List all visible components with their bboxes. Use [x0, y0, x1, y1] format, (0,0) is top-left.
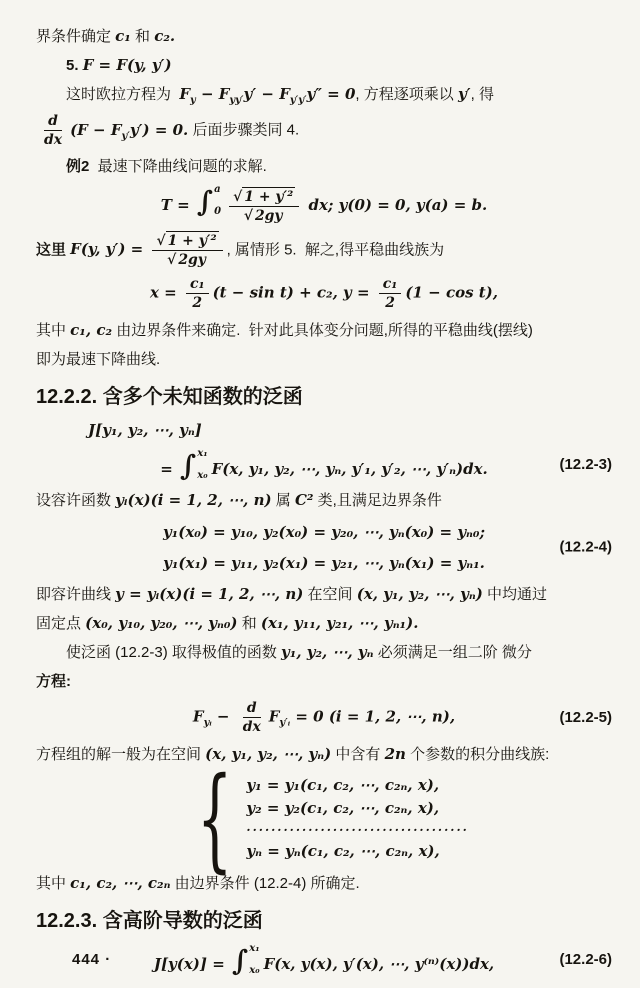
radical: √ 1 + y′² [233, 188, 294, 205]
formula-boundary-x1: y₁(x₁) = y₁₁, y₂(x₁) = y₂₁, ⋯, yₙ(x₁) = yₙ₁. [163, 553, 485, 572]
system-row-y2: y₂ = y₂(c₁, c₂, ⋯, c₂ₙ, x), [246, 799, 440, 818]
text-fragment: 由边界条件 (12.2-4) 所确定. [170, 874, 360, 892]
formula-fragment: yᵢ(x)(i = 1, 2, ⋯, n) [115, 490, 272, 509]
text-fragment: 和 [237, 614, 261, 632]
equation-cycloid [36, 276, 612, 311]
paragraph-admissible-functions [36, 490, 612, 511]
paragraph-boundary-conditions [36, 26, 612, 47]
formula-fragment: y₁, y₂, ⋯, yₙ [281, 642, 374, 661]
equation-12-2-6 [36, 944, 612, 976]
fraction: $\frac{d}{dx}$ [44, 113, 63, 149]
text-fragment: 类,且满足边界条件 [313, 491, 442, 509]
text-fragment: 由边界条件来确定. 针对此具体变分问题,所得的平稳曲线(摆线) [112, 321, 533, 339]
formula-cycloid: x = $\frac{\text{c₁}}{2}$ (t − sin t) + c₂, y = $\frac{\text{c₁}}{2}$ (1 − cos t), [150, 275, 498, 311]
section-heading-12-2-2: 12.2.2. 含多个未知函数的泛函 [36, 385, 303, 408]
formula-fragment: (x₁, y₁₁, y₂₁, ⋯, yₙ₁). [260, 613, 419, 632]
formula-fragment: c₂. [154, 27, 176, 45]
text-fragment: 即容许曲线 [36, 585, 116, 603]
text-fragment: , 方程逐项乘以 [355, 86, 458, 103]
radical: √ 2gy [167, 251, 206, 268]
text-fragment: 方程: [36, 672, 71, 690]
text-fragment: 5. [66, 57, 83, 74]
fraction: $\frac{\text{c₁}}{2}$ [186, 276, 209, 311]
formula-fragment: F(y, y′) = $\frac{\text{√ 1 + y′²}}{√ 2gy}$ [70, 240, 226, 258]
paragraph-extremum-condition [36, 642, 612, 663]
example2-title [36, 156, 612, 177]
text-fragment: 这里 [36, 241, 71, 259]
text-fragment: 最速下降曲线问题的求解. [89, 158, 267, 176]
formula-boundary-x0: y₁(x₀) = y₁₀, y₂(x₀) = y₂₀, ⋯, yₙ(x₀) = yₙ₀; [162, 522, 486, 541]
paragraph-extremum-condition-continued [36, 671, 612, 692]
integral-sign: ∫ x₁ x₀ [180, 447, 208, 482]
text-fragment: 界条件确定 [36, 28, 116, 45]
paragraph-euler-equation-continued [36, 113, 612, 148]
text-fragment: 其中 [36, 874, 71, 892]
equation-tag-12-2-6: (12.2-6) [559, 951, 612, 969]
text-fragment: 使泛函 (12.2-3) 取得极值的函数 [66, 643, 282, 661]
equation-12-2-3-line2 [36, 449, 612, 481]
text-fragment: 个参数的积分曲线族: [405, 745, 550, 763]
text-fragment: 后面步骤类同 4. [188, 121, 300, 139]
paragraph-constants-2n [36, 873, 612, 894]
system-row-ellipsis: ···································· [246, 823, 469, 838]
paragraph-here-F [36, 233, 612, 268]
radical: √ 2gy [243, 207, 283, 224]
text-fragment: 固定点 [36, 614, 86, 632]
equation-12-2-4-line1 [36, 519, 612, 545]
formula-fragment: c₁, c₂ [70, 320, 113, 339]
fraction [152, 233, 222, 268]
equation-tag-12-2-5: (12.2-5) [559, 708, 612, 726]
text-fragment: 中均通过 [482, 585, 547, 603]
text-fragment: 其中 [36, 321, 71, 339]
case5-heading [36, 55, 612, 76]
formula-fragment: (x, y₁, y₂, ⋯, yₙ) [205, 744, 332, 763]
fraction: $\frac{\text{c₁}}{2}$ [379, 276, 402, 311]
paragraph-admissible-curves [36, 584, 612, 605]
system-row-y1: y₁ = y₁(c₁, c₂, ⋯, c₂ₙ, x), [246, 776, 440, 795]
equation-12-2-5 [36, 700, 612, 735]
radical: √ 1 + y′² [156, 232, 217, 249]
equation-12-2-4-line2 [36, 550, 612, 576]
system-rows [246, 774, 468, 863]
paragraph-general-solution [36, 744, 612, 765]
formula-fragment: 2n [384, 744, 406, 763]
equation-tag-12-2-4: (12.2-4) [559, 538, 612, 556]
system-brace: { [196, 753, 233, 884]
formula-fragment: $\frac{d}{dx}$ $(F - F_{y'}y') = 0$. [36, 121, 188, 139]
equation-12-2-3-line1 [36, 420, 612, 441]
equation-12-2-4 [36, 519, 612, 576]
text-fragment: , 属情形 5. 解之,得平稳曲线族为 [226, 241, 445, 259]
formula-higher-derivatives: J[y(x)] = ∫ x₁ x₀ F(x, y(x), y′(x), ⋯, y⁽ⁿ⁾(x))dx, [153, 942, 495, 977]
formula-fragment: (x, y₁, y₂, ⋯, yₙ) [356, 584, 483, 603]
text-fragment: 这时欧拉方程为 [66, 86, 180, 103]
fraction [229, 189, 299, 224]
fraction: $\frac{d}{dx}$ [242, 699, 261, 735]
equation-tag-12-2-3: (12.2-3) [559, 456, 612, 474]
formula-euler-system: $F_{yᵢ}$ − $\frac{d}{dx}$ $F_{y'ᵢ} = 0$ (i = 1, 2, ⋯, n), [192, 699, 456, 735]
formula-fragment: C² [294, 490, 314, 509]
integral-sign: ∫ a 0 [196, 184, 222, 219]
paragraph-admissible-curves-continued [36, 613, 612, 634]
text-fragment: 中含有 [331, 745, 385, 763]
formula-fragment: y = yᵢ(x)(i = 1, 2, ⋯, n) [115, 584, 304, 603]
text-fragment: , 得 [470, 86, 494, 103]
formula-fragment: F = F(y, y′) [82, 56, 172, 74]
text-fragment: 和 [130, 28, 155, 45]
text-fragment: 设容许函数 [36, 491, 116, 509]
formula-fragment: c₁, c₂, ⋯, c₂ₙ [70, 873, 171, 892]
text-fragment: 属 [271, 491, 295, 509]
text-fragment: 在空间 [303, 585, 357, 603]
text-fragment: 即为最速下降曲线. [36, 350, 161, 368]
text-fragment: 例2 [66, 158, 90, 176]
equation-brachistochrone-T [36, 185, 612, 224]
text-fragment: 方程组的解一般为在空间 [36, 745, 206, 763]
formula-fragment: c₁ [115, 27, 131, 45]
formula-fragment: (x₀, y₁₀, y₂₀, ⋯, yₙ₀) [85, 613, 238, 632]
paragraph-constants-c1c2-continued [36, 349, 612, 370]
paragraph-constants-c1c2 [36, 320, 612, 341]
section-heading-12-2-3: 12.2.3. 含高阶导数的泛函 [36, 909, 263, 932]
formula-T: T = ∫ a 0 $\frac{\text{√ 1 + y′²}}{√ 2gy}$ dx; y(0) = 0, y(a) = b. [160, 184, 488, 224]
formula-fragment: $F_y - F_{yy'}y' - F_{y'y'}y'' = 0$ [179, 85, 356, 106]
formula-fragment: y′ [457, 85, 471, 103]
text-fragment: 必须满足一组二阶 微分 [373, 643, 532, 661]
page-number: 444 · [72, 951, 112, 968]
system-row-yn: yₙ = yₙ(c₁, c₂, ⋯, c₂ₙ, x), [246, 842, 440, 861]
formula-J-integral: = ∫ x₁ x₀ F(x, y₁, y₂, ⋯, yₙ, y′₁, y′₂, ⋯, y′ₙ)dx. [160, 447, 488, 482]
formula-J-functional: J[y₁, y₂, ⋯, yₙ] [88, 420, 202, 439]
paragraph-euler-equation [36, 84, 612, 105]
integral-sign: ∫ x₁ x₀ [232, 942, 260, 977]
